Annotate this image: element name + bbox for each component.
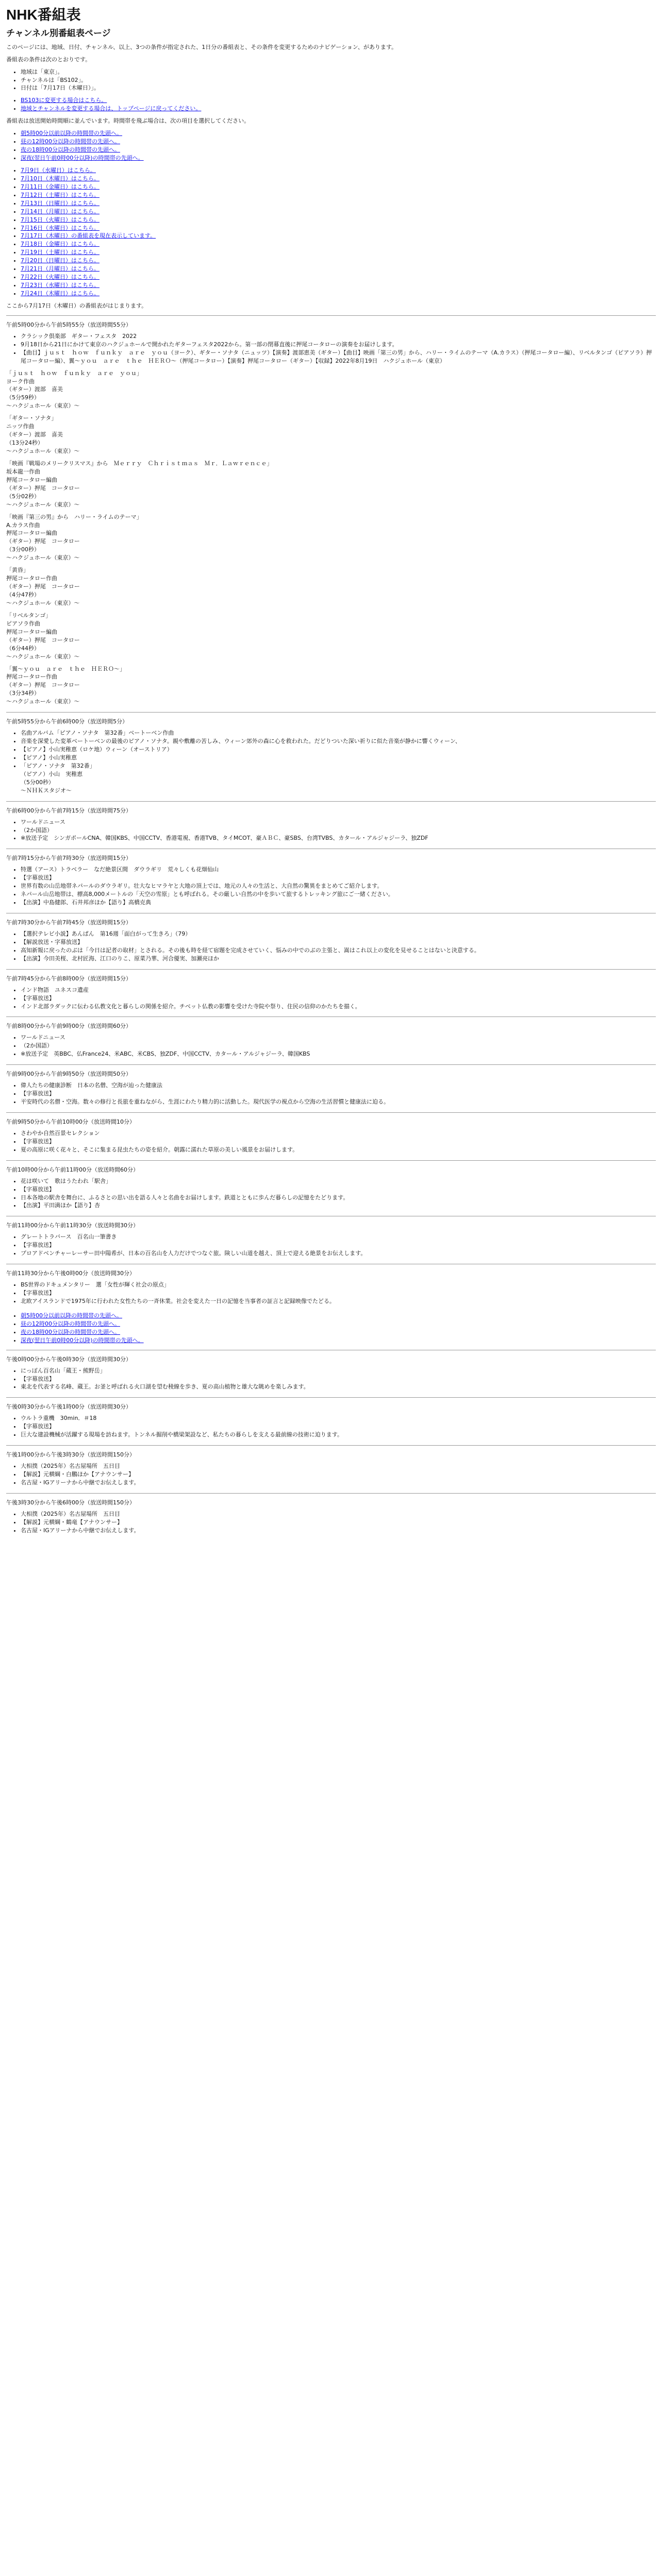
program-title: • 花は咲いて 歌はうたわれ「駅舎」 <box>21 1177 656 1185</box>
program-title: • グレートトラバース 百名山一筆書き <box>21 1233 656 1241</box>
program-detail-list <box>6 1033 656 1058</box>
condition-item: • 日付は「7月17日（木曜日）」。 <box>21 84 656 92</box>
date-link[interactable]: 7月23日（水曜日）はこちら。 <box>21 282 100 289</box>
date-nav-item <box>21 290 656 298</box>
program-badge: • 【解説放送・字幕放送】 <box>21 938 656 946</box>
condition-item: • 地域は「東京」。 <box>21 68 656 76</box>
program-title: • にっぽん百名山「蔵王・熊野岳」 <box>21 1367 656 1375</box>
program-title: • ワールドニュース <box>21 1033 656 1042</box>
time-link-evening[interactable]: 夜の18時00分以降の時間帯の先頭へ。 <box>21 146 120 154</box>
date-nav-item <box>21 281 656 290</box>
date-nav-item <box>21 232 656 240</box>
program-block <box>6 1022 656 1058</box>
program-cast: • 【曲目】ｊｕｓｔ ｈｏｗ ｆｕｎｋｙ ａｒｅ ｙｏｕ（ヨーク）、ギター・ソナタ（ニュッツ）【演奏】渡部恵美（ギター）【曲目】映画「第三の男」から、ハリー・ライムのテーマ（A.カラス）（押尾コータロー編）、リベルタンゴ（ピアソラ）押尾コータロー編）、翼〜ｙｏｕ ａｒｅ ｔｈｅ ＨＥＲＯ〜（押尾コータロー）【演奏】押尾コータロー（ギター）【収録】2022年8月19日 ハクジュホール（東京） <box>21 349 656 365</box>
program-badge: • 【字幕放送】 <box>21 1241 656 1249</box>
conditions-heading: 番組表の条件は次のとおりです。 <box>6 56 91 63</box>
time-nav-item <box>21 129 656 138</box>
program-block <box>6 1166 656 1210</box>
program-description: • 夏の高原に咲く花々と、そこに集まる昆虫たちの姿を紹介。朝露に濡れた草原の美しい風景をお届けします。 <box>21 1146 656 1154</box>
time-link-morning[interactable]: 朝5時00分以前以降の時間帯の先頭へ。 <box>21 130 122 137</box>
program-description: • 日本各地の駅舎を舞台に、ふるさとの思い出を語る人々と名曲をお届けします。鉄道とともに歩んだ暮らしの記憶をたどります。 <box>21 1194 656 1202</box>
program-detail-list <box>6 1462 656 1487</box>
program-detail-list <box>6 1129 656 1154</box>
program-credit: • 「ピアノ・ソナタ 第32番」 （ピアノ）小山 実稚恵 （5分00秒） 〜ＮＨＫスタジオ〜 <box>21 762 656 795</box>
program-title: • 偉人たちの健康診断 日本の名僧、空海が辿った健康法 <box>21 1081 656 1090</box>
program-time: 午前5時00分から午前5時55分（放送時間55分） <box>6 321 131 328</box>
date-nav-item <box>21 191 656 199</box>
program-title: • ウルトラ重機 30min．＃18 <box>21 1414 656 1422</box>
credit-entry: 「映画『第三の男』から ハリー・ライムのテーマ」 A.カラス作曲 押尾コータロー編曲 （ギター）押尾 コータロー （3分00秒） 〜ハクジュホール（東京）〜 <box>6 513 142 562</box>
date-nav-item <box>21 273 656 281</box>
program-description: • 北欧アイスランドで1975年に行われた女性たちの一斉休業。社会を変えた一日の記憶を当事者の証言と記録映像でたどる。 <box>21 1297 656 1306</box>
program-divider <box>6 1397 656 1398</box>
program-divider <box>6 801 656 802</box>
program-detail-list <box>6 1177 656 1210</box>
date-link[interactable]: 7月16日（水曜日）はこちら。 <box>21 224 100 231</box>
program-time: 午前11時30分から午後0時00分（放送時間30分） <box>6 1270 135 1277</box>
program-badge: • 【字幕放送】 <box>21 1375 656 1383</box>
time-nav-item <box>21 1328 656 1336</box>
program-cast: • 【解説】元横綱・白鵬ほか【アナウンサー】 <box>21 1470 656 1479</box>
program-block <box>6 1451 656 1487</box>
program-time: 午前6時00分から午前7時15分（放送時間75分） <box>6 807 131 814</box>
program-badge: • 【字幕放送】 <box>21 1138 656 1146</box>
date-link[interactable]: 7月11日（金曜日）はこちら。 <box>21 183 100 190</box>
program-title: • インド物語 ユネスコ遺産 <box>21 986 656 994</box>
program-title: • 特選（アース）トラベラー なだ絶景区間 ダウラギリ 荒々しくも花畑仙山 <box>21 866 656 874</box>
time-link-evening[interactable]: 夜の18時00分以降の時間帯の先頭へ。 <box>21 1328 120 1335</box>
program-divider <box>6 1493 656 1494</box>
program-time: 午前9時50分から午前10時00分（放送時間10分） <box>6 1118 135 1125</box>
program-divider <box>6 1064 656 1065</box>
program-divider <box>6 1445 656 1446</box>
program-block <box>6 1222 656 1258</box>
date-link[interactable]: 7月14日（月曜日）はこちら。 <box>21 208 100 215</box>
program-description: • 巨大な建設機械が活躍する現場を訪ねます。トンネル掘削や橋梁架設など、私たちの暮らしを支える最前線の技術に迫ります。 <box>21 1431 656 1439</box>
program-block <box>6 1355 656 1392</box>
program-badge: • 【字幕放送】 <box>21 1422 656 1431</box>
program-description: • 名古屋・IGアリーナから中継でお伝えします。 <box>21 1527 656 1535</box>
program-description: • 高知新報に戻ったのぶは「今日は記者の取材」とされる。その後も時を経て宿題を完成させていく、悩みの中でのぶの主張と、嵩はこれ以上の変化を見せることはないと決意する。 <box>21 946 656 955</box>
time-link-noon[interactable]: 昼の12時00分以降の時間帯の先頭へ。 <box>21 1320 120 1327</box>
back-to-top-link[interactable]: 地域とチャンネルを変更する場合は、トップページに戻ってください。 <box>21 105 202 112</box>
program-block <box>6 718 656 794</box>
program-cast: • 【出演】今田美桜、北村匠海、江口のりこ、原菜乃華、河合優実、加瀬亮ほか <box>21 955 656 963</box>
credit-entry: 「翼〜ｙｏｕ ａｒｅ ｔｈｅ ＨＥＲＯ〜」 押尾コータロー作曲 （ギター）押尾 コータロー （3分34秒） 〜ハクジュホール（東京）〜 <box>6 665 125 705</box>
date-nav-item <box>21 175 656 183</box>
program-block <box>6 1118 656 1154</box>
program-block <box>6 321 656 706</box>
date-link[interactable]: 7月12日（土曜日）はこちら。 <box>21 191 100 198</box>
program-detail-list <box>6 1510 656 1535</box>
time-nav-item <box>21 146 656 154</box>
time-link-morning[interactable]: 朝5時00分以前以降の時間帯の先頭へ。 <box>21 1312 122 1319</box>
time-nav-heading: 番組表は放送開始時間順に並んでいます。時間帯を飛ぶ場合は、次の項目を選択してください。 <box>6 117 250 125</box>
time-nav-item <box>21 154 656 162</box>
program-time: 午後0時30分から午後1時00分（放送時間30分） <box>6 1403 131 1411</box>
program-detail-list <box>6 1414 656 1439</box>
program-description: • 平安時代の名僧・空海。数々の修行と長旅を重ねながら、生涯にわたり精力的に活動した。現代医学の視点から空海の生活習慣と健康法に迫る。 <box>21 1098 656 1106</box>
program-description: • 名古屋・IGアリーナから中継でお伝えします。 <box>21 1479 656 1487</box>
program-time: 午後3時30分から午後6時00分（放送時間150分） <box>6 1499 135 1506</box>
program-cast: • 【出演】平田満ほか【語り】杏 <box>21 1201 656 1210</box>
date-nav-item <box>21 224 656 232</box>
program-time: 午前11時00分から午前11時30分（放送時間30分） <box>6 1222 139 1229</box>
program-time: 午後0時00分から午後0時30分（放送時間30分） <box>6 1355 131 1363</box>
program-time: 午前7時30分から午前7時45分（放送時間15分） <box>6 919 131 926</box>
date-nav-item <box>21 199 656 208</box>
schedule-start: ここから7月17日（木曜日）の番組表がはじまります。 <box>6 302 147 309</box>
date-link[interactable]: 7月13日（日曜日）はこちら。 <box>21 199 100 207</box>
program-description: • 世界有数の山岳地帯ネパールのダウラギリ。壮大なヒマラヤと大地の頂上では、地元の人々の生活と、大自然の驚異をまとめてご紹介します。 <box>21 882 656 890</box>
program-detail-list <box>6 729 656 795</box>
program-block <box>6 1403 656 1439</box>
date-nav-item <box>21 216 656 224</box>
program-title: • クラシック倶楽部 ギター・フェスタ 2022 <box>21 332 656 341</box>
program-divider <box>6 712 656 713</box>
program-title: • 大相撲（2025年）名古屋場所 五日目 <box>21 1510 656 1518</box>
program-description: • インド北部ラダックに伝わる仏教文化と暮らしの関係を紹介。チベット仏教の影響を受けた寺院や祭り、住民の信仰のかたちを描く。 <box>21 1003 656 1011</box>
program-block <box>6 975 656 1011</box>
program-cast: • 【解説】元横綱・鶴竜【アナウンサー】 <box>21 1518 656 1527</box>
program-block <box>6 1499 656 1535</box>
date-nav-item <box>21 248 656 257</box>
conditions-list <box>6 68 656 93</box>
mid-time-nav-list <box>6 1312 656 1345</box>
program-description: • 9月18日から21日にかけて東京のハクジュホールで開かれたギターフェスタ2022から。第一部の閉幕直後に押尾コータローの演奏をお届けします。 <box>21 341 656 349</box>
program-credits <box>6 369 656 706</box>
program-cast: • 【出演】中島健郎、石井邦彦ほか【語り】高橋克典 <box>21 899 656 907</box>
program-divider <box>6 315 656 316</box>
program-title: • ワールドニュース <box>21 818 656 826</box>
date-link-current[interactable]: 7月17日（木曜日）の番組表を現在表示しています。 <box>21 232 156 240</box>
program-title: • BS世界のドキュメンタリー 選「女性が輝く社会の原点」 <box>21 1281 656 1289</box>
program-detail-list <box>6 1081 656 1106</box>
program-detail-list <box>6 930 656 963</box>
date-nav-item <box>21 208 656 216</box>
program-time: 午前10時00分から午前11時00分（放送時間60分） <box>6 1166 139 1173</box>
date-nav-item <box>21 183 656 191</box>
program-badge: • （2か国語） <box>21 826 656 835</box>
date-link[interactable]: 7月10日（木曜日）はこちら。 <box>21 175 100 182</box>
program-time: 午前5時55分から午前6時00分（放送時間5分） <box>6 718 128 725</box>
date-link[interactable]: 7月20日（日曜日）はこちら。 <box>21 257 100 264</box>
program-description: • 東北を代表する名峰、蔵王。お釜と呼ばれる火口湖を望む稜線を歩き、夏の高山植物と雄大な眺めを楽しみます。 <box>21 1383 656 1391</box>
program-badge: • （2か国語） <box>21 1042 656 1050</box>
program-detail-list <box>6 1281 656 1306</box>
program-divider <box>6 1112 656 1113</box>
credit-entry: 「黄昏」 押尾コータロー作曲 （ギター）押尾 コータロー （4分47秒） 〜ハクジュホール（東京）〜 <box>6 567 80 606</box>
program-detail-list <box>6 986 656 1011</box>
program-time: 午前8時00分から午前9時00分（放送時間60分） <box>6 1023 131 1030</box>
date-link[interactable]: 7月18日（金曜日）はこちら。 <box>21 241 100 248</box>
time-link-midnight[interactable]: 深夜(翌日午前0時00分以降)の時間帯の先頭へ。 <box>21 1336 144 1344</box>
change-link-item <box>21 105 656 113</box>
program-badge: • 【字幕放送】 <box>21 1090 656 1098</box>
program-block <box>6 919 656 963</box>
time-nav-item <box>21 1336 656 1345</box>
program-cast: • 【ピアノ】小山実稚恵 <box>21 754 656 762</box>
program-block <box>6 1070 656 1106</box>
program-title: • 【選択テレビ小説】あんぱん 第16週「面白がって生きろ」（79） <box>21 930 656 938</box>
program-description: • ※放送予定 英BBC、仏France24、米ABC、米CBS、独ZDF、中国CCTV、カタール・アルジャジーラ、韓国KBS <box>21 1050 656 1058</box>
program-title: • さわやか自然百景セレクション <box>21 1129 656 1138</box>
program-time: 午後1時00分から午後3時30分（放送時間150分） <box>6 1451 135 1459</box>
date-link[interactable]: 7月21日（月曜日）はこちら。 <box>21 265 100 273</box>
credit-entry: 「リベルタンゴ」 ピアソラ作曲 押尾コータロー編曲 （ギター）押尾 コータロー （6分44秒） 〜ハクジュホール（東京）〜 <box>6 612 80 660</box>
program-cast: • 【ピアノ】小山実稚恵（ロケ地）ウィーン（オーストリア） <box>21 745 656 754</box>
change-link-item <box>21 96 656 105</box>
program-badge: • 【字幕放送】 <box>21 1289 656 1297</box>
program-badge: • 【字幕放送】 <box>21 1185 656 1194</box>
program-time: 午前7時15分から午前7時30分（放送時間15分） <box>6 855 131 862</box>
time-nav-item <box>21 138 656 146</box>
credit-entry: 「映画『戦場のメリークリスマス』から Ｍｅｒｒｙ Ｃｈｒｉｓｔｍａｓ Ｍｒ．Ｌａｗｒｅｎｃｅ」 坂本龍一作曲 押尾コータロー編曲 （ギター）押尾 コータロー （5分02秒） 〜ハクジュホール（東京）〜 <box>6 460 273 508</box>
program-block <box>6 854 656 907</box>
page-subtitle: チャンネル別番組表ページ <box>6 28 111 38</box>
program-description: • プロアドベンチャーレーサー田中陽希が、日本の百名山を人力だけでつなぐ旅。険しい山道を越え、頂上で迎える絶景をお伝えします。 <box>21 1249 656 1258</box>
time-link-midnight[interactable]: 深夜(翌日午前0時00分以降)の時間帯の先頭へ。 <box>21 155 144 161</box>
program-divider <box>6 1016 656 1017</box>
program-divider <box>6 1160 656 1161</box>
date-link[interactable]: 7月9日（水曜日）はこちら。 <box>21 166 96 174</box>
program-description: • ネパール山岳地帯は、標高8,000メートルの「天空の雪原」とも呼ばれる。その厳しい自然の中を歩いて旅するトレッキング旅にご一緒ください。 <box>21 890 656 899</box>
time-nav-list <box>6 129 656 162</box>
program-title: • 名曲アルバム「ピアノ・ソナタ 第32番」ベートーベン作曲 <box>21 729 656 737</box>
program-detail-list <box>6 1233 656 1258</box>
change-links <box>6 96 656 113</box>
condition-item: • チャンネルは「BS102」。 <box>21 76 656 84</box>
date-nav-item <box>21 240 656 248</box>
program-time: 午前7時45分から午前8時00分（放送時間15分） <box>6 975 131 982</box>
time-nav-item <box>21 1312 656 1320</box>
date-nav-list <box>6 166 656 298</box>
time-nav-item <box>21 1320 656 1328</box>
program-detail-list <box>6 1367 656 1392</box>
change-channel-link[interactable]: BS103に変更する場合はこちら。 <box>21 97 107 104</box>
program-badge: • 【字幕放送】 <box>21 874 656 882</box>
program-description: • ※放送予定 シンガポールCNA、韓国KBS、中国CCTV、香港電視、香港TVB、タイMCOT、豪ＡＢＣ、豪SBS、台湾TVBS、カタール・アルジャジーラ、独ZDF <box>21 834 656 842</box>
program-block <box>6 1269 656 1306</box>
program-title: • 大相撲（2025年）名古屋場所 五日目 <box>21 1462 656 1470</box>
program-detail-list <box>6 332 656 365</box>
page-title: NHK番組表 <box>6 7 81 23</box>
page-intro: このページには、地域、日付、チャンネル、以上、3つの条件が指定された、1日分の番組表と、その条件を変更するためのナビゲーション、があります。 <box>6 43 398 50</box>
program-description: • 音楽を深愛した変革ベートーベンの最後のピアノ・ソナタ。親や敷離の苦しみ、ウィーン郊外の森に心を救われた。だどりついた深い祈りに似た音楽が静かに響くウィーン、 <box>21 737 656 745</box>
program-block <box>6 807 656 843</box>
date-link[interactable]: 7月15日（火曜日）はこちら。 <box>21 216 100 223</box>
date-link[interactable]: 7月24日（木曜日）はこちら。 <box>21 290 100 297</box>
date-nav-item <box>21 257 656 265</box>
date-nav-item <box>21 265 656 273</box>
credit-entry: 「ｊｕｓｔ ｈｏｗ ｆｕｎｋｙ ａｒｅ ｙｏｕ」 ヨーク作曲 （ギター）渡部 喜美 （5分59秒） 〜ハクジュホール（東京）〜 <box>6 369 142 410</box>
program-badge: • 【字幕放送】 <box>21 994 656 1003</box>
credit-entry: 「ギター・ソナタ」 ニッツ作曲 （ギター）渡部 喜美 （13分24秒） 〜ハクジュホール（東京）〜 <box>6 415 80 454</box>
program-time: 午前9時00分から午前9時50分（放送時間50分） <box>6 1071 131 1078</box>
date-nav-item <box>21 166 656 175</box>
date-link[interactable]: 7月22日（火曜日）はこちら。 <box>21 274 100 281</box>
program-divider <box>6 969 656 970</box>
date-link[interactable]: 7月19日（土曜日）はこちら。 <box>21 249 100 256</box>
time-link-noon[interactable]: 昼の12時00分以降の時間帯の先頭へ。 <box>21 138 120 145</box>
program-detail-list <box>6 866 656 907</box>
program-detail-list <box>6 818 656 843</box>
